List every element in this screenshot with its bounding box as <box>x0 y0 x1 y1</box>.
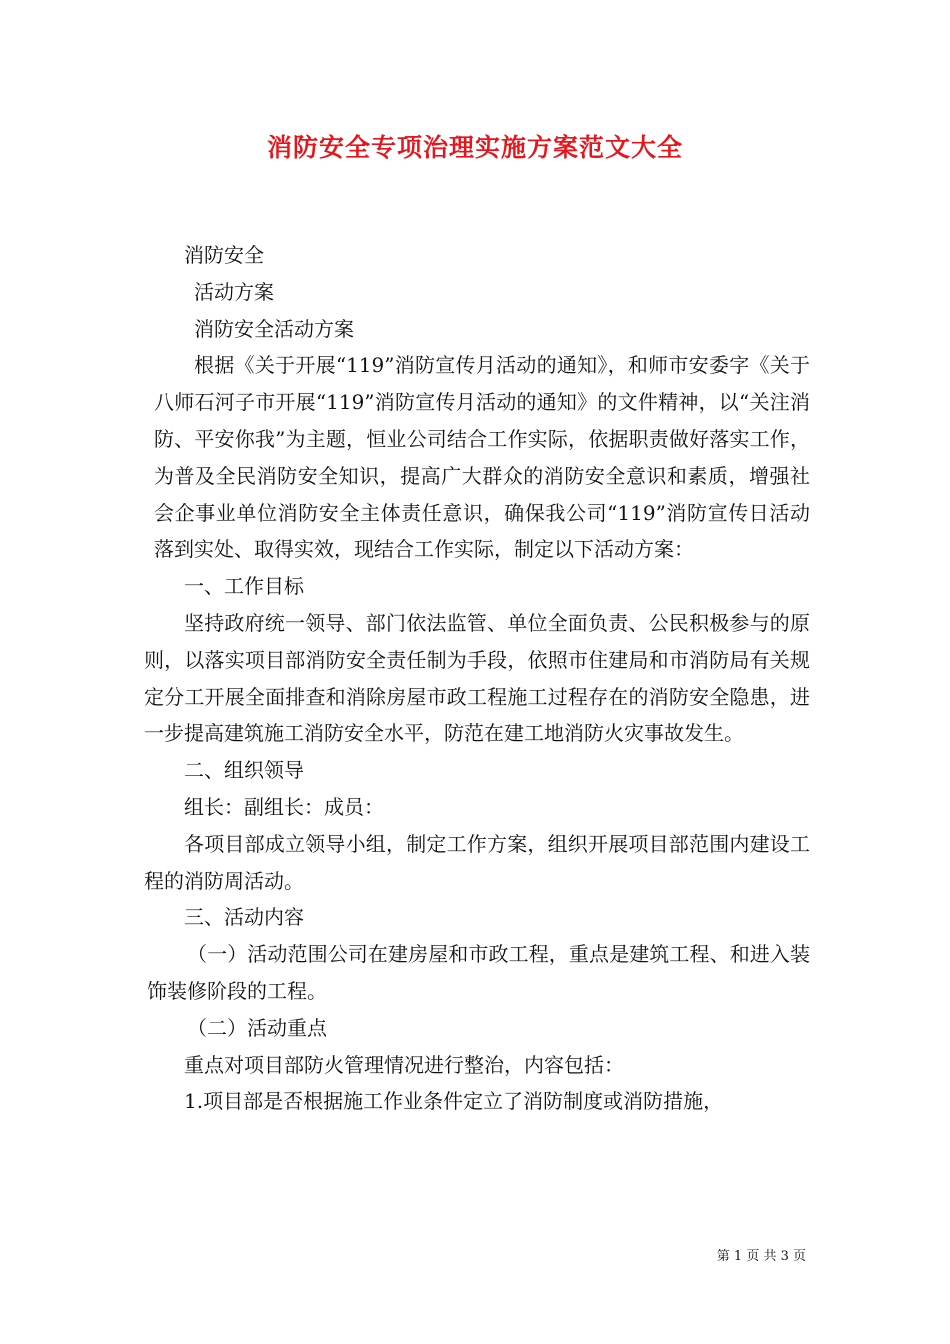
page-number: 第 1 页 共 3 页 <box>716 1249 806 1264</box>
paragraph: 根据《关于开展“119”消防宣传月活动的通知》，和师市安委字《关于八师石河子市开展“119”消防宣传月活动的通知》的文件精神，以“关注消防、平安你我”为主题，恒业公司结合工作实际，依据职责做好落实工作，为普及全民消防安全知识，提高广大群众的消防安全意识和素质，增强社会企事业单位消防安全主体责任意识，确保我公司“119”消防宣传日活动落到实处、取得实效，现结合工作实际，制定以下活动方案： <box>154 353 810 562</box>
paragraph: 消防安全 <box>184 243 264 267</box>
paragraph: 重点对项目部防火管理情况进行整治，内容包括： <box>184 1052 624 1077</box>
paragraph: （二）活动重点 <box>187 1015 327 1040</box>
paragraph: （一）活动范围公司在建房屋和市政工程，重点是建筑工程、和进入装饰装修阶段的工程。 <box>147 942 810 1003</box>
section-heading: 三、活动内容 <box>184 905 304 930</box>
list-item: 1.项目部是否根据施工作业条件定立了消防制度或消防措施， <box>184 1089 724 1114</box>
paragraph: 坚持政府统一领导、部门依法监管、单位全面负责、公民积极参与的原则，以落实项目部消防安全责任制为手段，依照市住建局和市消防局有关规定分工开展全面排查和消除房屋市政工程施工过程存在的消防安全隐患，进一步提高建筑施工消防安全水平，防范在建工地消防火灾事故发生。 <box>144 610 810 746</box>
document-title: 消防安全专项治理实施方案范文大全 <box>266 133 683 162</box>
paragraph: 组长：副组长：成员： <box>184 794 384 819</box>
paragraph: 消防安全活动方案 <box>194 316 354 341</box>
section-heading: 二、组织领导 <box>184 758 304 783</box>
paragraph: 活动方案 <box>194 279 274 304</box>
paragraph: 各项目部成立领导小组，制定工作方案，组织开展项目部范围内建设工程的消防周活动。 <box>144 831 810 893</box>
document-body <box>144 237 810 1120</box>
section-heading: 一、工作目标 <box>184 574 304 599</box>
